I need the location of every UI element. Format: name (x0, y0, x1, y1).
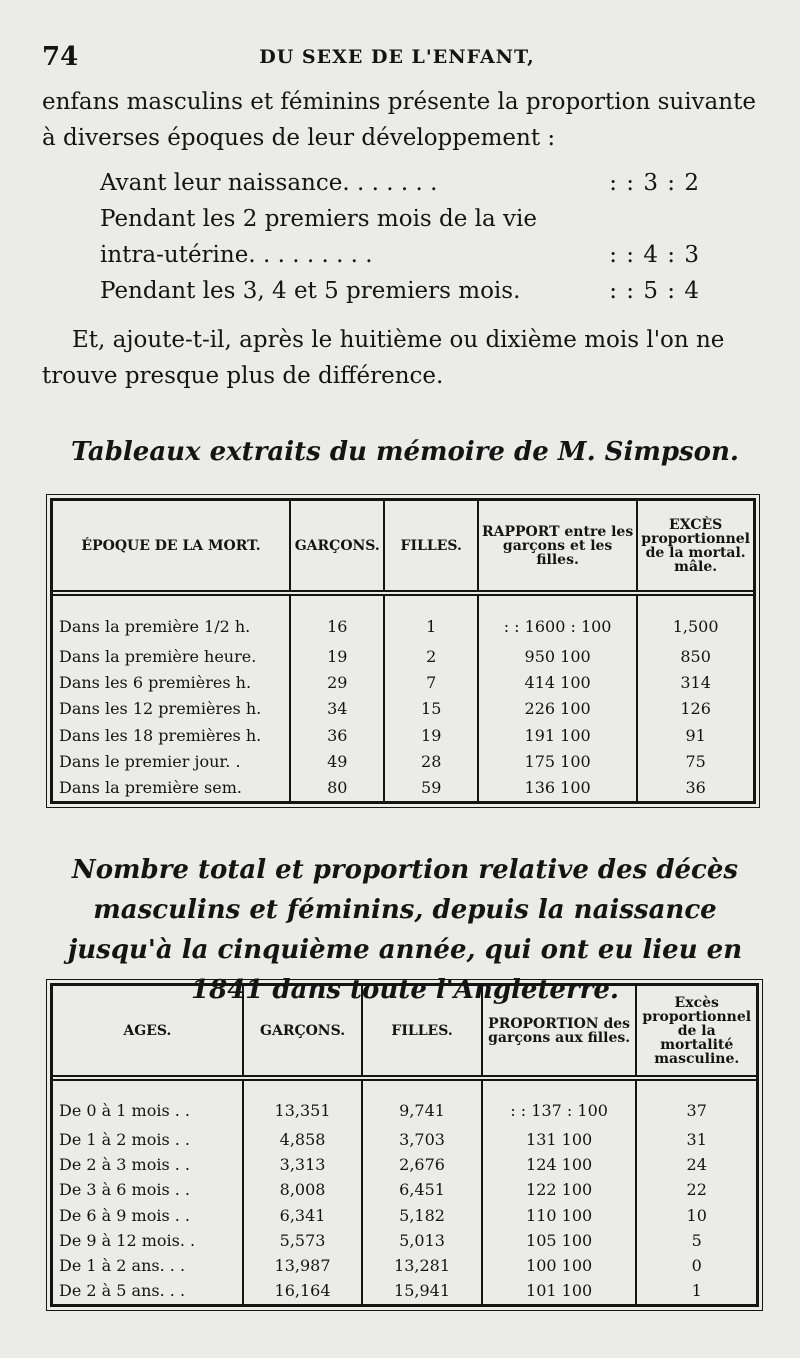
table-row (53, 644, 753, 670)
table-cell: 59 (384, 775, 477, 801)
table-cell: 19 (290, 644, 384, 670)
table-cell: 75 (637, 749, 753, 775)
table-cell: 2 (384, 644, 477, 670)
table-cell: 49 (290, 749, 384, 775)
table-cell: 6,451 (362, 1178, 482, 1203)
table2-header: Excès proportionnel de la mortalité masculine. (636, 986, 756, 1078)
proportion-value: : : 3 : 2 (609, 170, 700, 196)
table-cell: De 9 à 12 mois. . (59, 1230, 196, 1250)
table-cell: 191 100 (478, 722, 637, 748)
table-cell: De 2 à 5 ans. . . (59, 1281, 186, 1301)
table1-header: GARÇONS. (290, 501, 384, 593)
table-row (53, 722, 753, 748)
table-cell: 226 100 (478, 696, 637, 722)
table-cell: Dans les 18 premières h. (59, 725, 262, 745)
england-1841-table (50, 983, 759, 1307)
table-cell: 37 (636, 1078, 756, 1127)
table-cell: 101 100 (482, 1279, 637, 1304)
table-row (53, 775, 753, 801)
page-number: 74 (42, 42, 79, 72)
table-cell: De 2 à 3 mois . . (59, 1155, 191, 1175)
proportion-label: Avant leur naissance. . . . . . . (100, 170, 438, 196)
proportion-row (100, 242, 700, 278)
table-cell: Dans la première 1/2 h. (59, 616, 251, 636)
table-cell: 15,941 (362, 1279, 482, 1304)
table-row (53, 696, 753, 722)
table-row (53, 593, 753, 644)
table-cell: 2,676 (362, 1152, 482, 1177)
table-cell: 36 (637, 775, 753, 801)
table-row (53, 1203, 756, 1228)
table-cell: 8,008 (243, 1178, 363, 1203)
table-cell: Dans les 12 premières h. (59, 699, 262, 719)
table-cell: 5,182 (362, 1203, 482, 1228)
table-row (53, 1253, 756, 1278)
table-cell: 3,703 (362, 1127, 482, 1152)
proportion-row (100, 206, 700, 242)
proportion-label: Pendant les 3, 4 et 5 premiers mois. (100, 278, 521, 304)
table-cell: 124 100 (482, 1152, 637, 1177)
table-cell: 13,281 (362, 1253, 482, 1278)
proportion-label: intra-utérine. . . . . . . . . (100, 242, 373, 268)
running-head: DU SEXE DE L'ENFANT, (259, 46, 535, 68)
table-row (53, 1178, 756, 1203)
table-cell: De 6 à 9 mois . . (59, 1205, 191, 1225)
table1-header: FILLES. (384, 501, 477, 593)
table-cell: 110 100 (482, 1203, 637, 1228)
table-cell: 16 (290, 593, 384, 644)
table-cell: 0 (636, 1253, 756, 1278)
table-cell: 28 (384, 749, 477, 775)
table-cell: 1 (636, 1279, 756, 1304)
table-cell: 91 (637, 722, 753, 748)
table-cell: De 0 à 1 mois . . (59, 1101, 191, 1121)
table-cell: 13,987 (243, 1253, 363, 1278)
table-row (53, 670, 753, 696)
table-cell: 414 100 (478, 670, 637, 696)
proportion-value: : : 5 : 4 (609, 278, 700, 304)
table-row (53, 1228, 756, 1253)
table2-header: FILLES. (362, 986, 482, 1078)
table-cell: Dans les 6 premières h. (59, 673, 252, 693)
table-cell: 22 (636, 1178, 756, 1203)
table-cell: 105 100 (482, 1228, 637, 1253)
table2-title: Nombre total et proportion relative des décès masculins et féminins, depuis la naissance jusqu'à la cinquième année, qui ont eu lieu en 1841 dans toute l'Angleterre. (67, 855, 743, 1005)
table-cell: 13,351 (243, 1078, 363, 1127)
table1-header: RAPPORT entre les garçons et les filles. (478, 501, 637, 593)
table-row (53, 1279, 756, 1304)
table-cell: 126 (637, 696, 753, 722)
table-cell: 9,741 (362, 1078, 482, 1127)
table-cell: 122 100 (482, 1178, 637, 1203)
table-cell: 29 (290, 670, 384, 696)
table-cell: 16,164 (243, 1279, 363, 1304)
table-cell: : : 137 : 100 (482, 1078, 637, 1127)
table-cell: 950 100 (478, 644, 637, 670)
page-header (42, 40, 752, 76)
table-row (53, 1127, 756, 1152)
closing-paragraph: Et, ajoute-t-il, après le huitième ou dixième mois l'on ne trouve presque plus de différence. (42, 327, 725, 389)
table-cell: 4,858 (243, 1127, 363, 1152)
table-cell: 175 100 (478, 749, 637, 775)
proportion-row (100, 170, 700, 206)
table-cell: 3,313 (243, 1152, 363, 1177)
table-cell: 80 (290, 775, 384, 801)
table-cell: 100 100 (482, 1253, 637, 1278)
table-row (53, 1152, 756, 1177)
table-cell: 10 (636, 1203, 756, 1228)
proportion-label: Pendant les 2 premiers mois de la vie (100, 206, 538, 232)
proportion-value: : : 4 : 3 (609, 242, 700, 268)
table1-header: EXCÈS proportionnel de la mortal. mâle. (637, 501, 753, 593)
table-cell: 5 (636, 1228, 756, 1253)
table-cell: Dans le premier jour. . (59, 751, 241, 771)
table-cell: Dans la première sem. (59, 777, 242, 797)
table-cell: 7 (384, 670, 477, 696)
table-cell: 131 100 (482, 1127, 637, 1152)
proportion-row (100, 278, 700, 314)
table1-header: ÉPOQUE DE LA MORT. (53, 501, 290, 593)
table-cell: 15 (384, 696, 477, 722)
table-cell: 136 100 (478, 775, 637, 801)
table-cell: Dans la première heure. (59, 646, 257, 666)
table-cell: 1 (384, 593, 477, 644)
table-cell: 19 (384, 722, 477, 748)
table-cell: De 1 à 2 ans. . . (59, 1256, 186, 1276)
table-cell: : : 1600 : 100 (478, 593, 637, 644)
table-cell: 6,341 (243, 1203, 363, 1228)
table-cell: 5,013 (362, 1228, 482, 1253)
table-cell: 314 (637, 670, 753, 696)
table-cell: 36 (290, 722, 384, 748)
table2-header: GARÇONS. (243, 986, 363, 1078)
table1-title: Tableaux extraits du mémoire de M. Simpson. (71, 437, 739, 467)
table-cell: 850 (637, 644, 753, 670)
table-cell: 5,573 (243, 1228, 363, 1253)
table2-header: AGES. (53, 986, 243, 1078)
table-cell: De 3 à 6 mois . . (59, 1180, 191, 1200)
table-cell: 31 (636, 1127, 756, 1152)
table-row (53, 749, 753, 775)
table2-header: PROPORTION des garçons aux filles. (482, 986, 637, 1078)
simpson-table (50, 498, 756, 804)
table-cell: 34 (290, 696, 384, 722)
table-row (53, 1078, 756, 1127)
table-cell: 24 (636, 1152, 756, 1177)
intro-paragraph: enfans masculins et féminins présente la proportion suivante à diverses époques de leur développement : (42, 89, 756, 151)
table-cell: De 1 à 2 mois . . (59, 1129, 191, 1149)
table-cell: 1,500 (637, 593, 753, 644)
